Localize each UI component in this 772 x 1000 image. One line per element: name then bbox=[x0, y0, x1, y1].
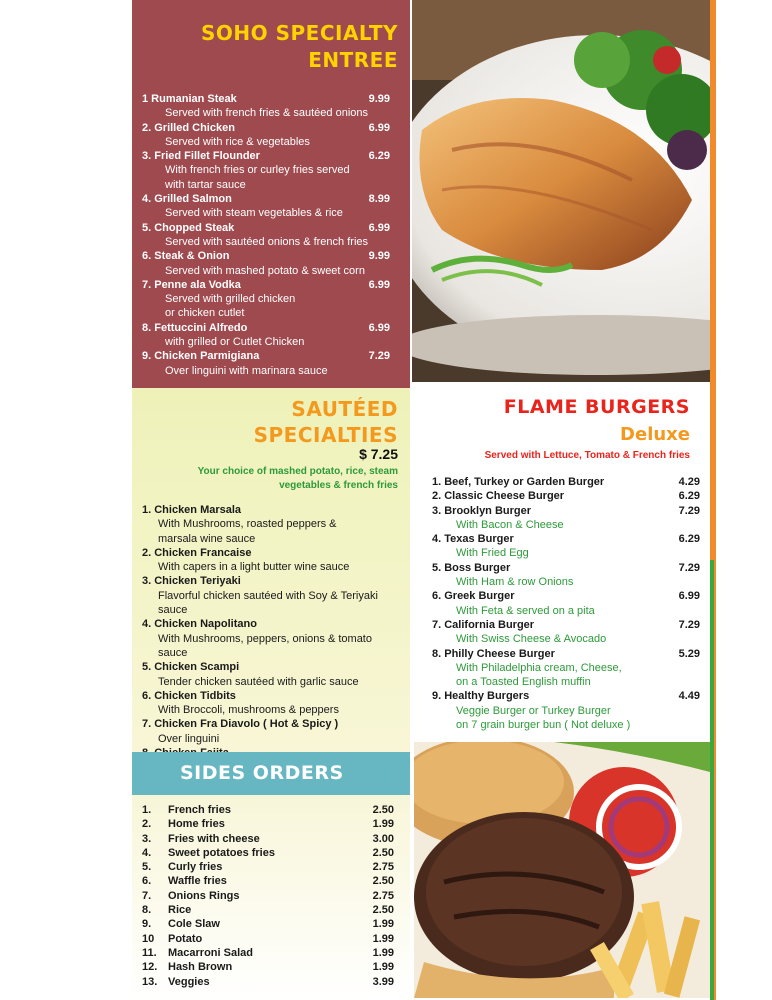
item-description: Veggie Burger or Turkey Burger bbox=[456, 704, 611, 717]
sauteed-title bbox=[254, 396, 398, 448]
item-price: 6.99 bbox=[368, 321, 390, 334]
item-description: marsala wine sauce bbox=[158, 532, 256, 545]
item-description: with tartar sauce bbox=[165, 178, 246, 191]
flame-burgers-panel bbox=[414, 382, 710, 742]
item-number: 3. bbox=[142, 832, 152, 845]
item-number: 13. bbox=[142, 975, 158, 988]
item-description: or chicken cutlet bbox=[165, 307, 245, 320]
burger-image bbox=[414, 742, 710, 998]
side-item bbox=[142, 946, 394, 960]
menu-item bbox=[432, 475, 700, 489]
item-price: 2.50 bbox=[372, 804, 394, 816]
item-price: 1.99 bbox=[372, 961, 394, 974]
item-description: With Philadelphia cream, Cheese, bbox=[456, 661, 622, 674]
item-price: 2.50 bbox=[372, 846, 394, 859]
item-number: 4. bbox=[142, 846, 152, 859]
salmon-plate-image bbox=[412, 0, 710, 382]
item-price: 6.29 bbox=[368, 150, 390, 163]
item-name: 9. Chicken Parmigiana bbox=[142, 350, 260, 363]
item-name: 4. Chicken Napolitano bbox=[142, 618, 257, 631]
item-name: 3. Fried Fillet Flounder bbox=[142, 150, 260, 163]
menu-item bbox=[142, 249, 398, 278]
item-number: 7. bbox=[142, 889, 152, 902]
menu-item bbox=[142, 717, 404, 746]
sauteed-menu-list bbox=[142, 503, 404, 760]
burgers-title: FLAME BURGERS bbox=[503, 396, 690, 418]
item-name: Home fries bbox=[168, 818, 225, 831]
item-name: 6. Greek Burger bbox=[432, 590, 515, 603]
item-description: With Bacon & Cheese bbox=[456, 518, 564, 531]
item-number: 2. bbox=[142, 818, 152, 831]
item-name: Curly fries bbox=[168, 861, 223, 874]
item-description: Served with grilled chicken bbox=[165, 293, 296, 306]
sides-panel bbox=[132, 795, 410, 1000]
item-price: 1.99 bbox=[372, 932, 394, 945]
item-description: With Mushrooms, peppers, onions & tomato sauce bbox=[158, 632, 372, 659]
item-price: 4.29 bbox=[678, 476, 700, 488]
item-name: Onions Rings bbox=[168, 889, 240, 902]
item-price: 3.99 bbox=[372, 975, 394, 988]
item-description: on 7 grain burger bun ( Not deluxe ) bbox=[456, 719, 631, 732]
sauteed-price: $ 7.25 bbox=[359, 446, 398, 462]
item-price: 3.00 bbox=[372, 832, 394, 845]
item-description: With french fries or curley fries served bbox=[165, 164, 350, 177]
item-price: 8.99 bbox=[368, 193, 390, 206]
item-description: Flavorful chicken sautéed with Soy & Teriyaki bbox=[158, 589, 378, 602]
side-item bbox=[142, 832, 394, 846]
item-number: 10 bbox=[142, 932, 155, 945]
menu-item bbox=[142, 660, 404, 689]
item-description: With Swiss Cheese & Avocado bbox=[456, 633, 607, 646]
item-name: 7. Penne ala Vodka bbox=[142, 278, 241, 291]
item-name: 1 Rumanian Steak bbox=[142, 93, 237, 105]
menu-item bbox=[142, 149, 398, 192]
item-number: 6. bbox=[142, 875, 152, 888]
menu-item bbox=[142, 617, 404, 660]
burgers-menu-list bbox=[432, 475, 700, 732]
item-description: Served with rice & vegetables bbox=[165, 135, 310, 148]
item-number: 11. bbox=[142, 946, 157, 959]
item-name: Cole Slaw bbox=[168, 918, 220, 931]
menu-item bbox=[432, 532, 700, 561]
item-number: 12. bbox=[142, 961, 158, 974]
item-name: 4. Texas Burger bbox=[432, 533, 514, 546]
item-price: 6.99 bbox=[678, 590, 700, 603]
item-price: 9.99 bbox=[368, 250, 390, 263]
item-name: 2. Grilled Chicken bbox=[142, 121, 235, 134]
item-name: Veggies bbox=[168, 975, 210, 988]
sauteed-title-line1: SAUTÉED bbox=[291, 397, 398, 421]
item-name: Rice bbox=[168, 904, 192, 917]
item-description: on a Toasted English muffin bbox=[456, 676, 591, 689]
item-price: 6.99 bbox=[368, 278, 390, 291]
menu-item bbox=[142, 321, 398, 350]
item-name: Potato bbox=[168, 932, 203, 945]
menu-item bbox=[142, 278, 398, 321]
burger-photo bbox=[414, 742, 710, 998]
edge-strip-green bbox=[710, 560, 714, 1000]
item-name: 4. Grilled Salmon bbox=[142, 193, 232, 206]
item-name: 6. Steak & Onion bbox=[142, 250, 230, 263]
menu-item bbox=[432, 589, 700, 618]
item-price: 1.99 bbox=[372, 946, 394, 959]
item-name: 1. Beef, Turkey or Garden Burger bbox=[432, 476, 605, 488]
grilled-salmon-photo bbox=[412, 0, 710, 382]
menu-item bbox=[142, 192, 398, 221]
menu-item bbox=[432, 561, 700, 590]
item-description: Tender chicken sautéed with garlic sauce bbox=[158, 675, 359, 688]
item-description: With capers in a light butter wine sauce bbox=[158, 561, 350, 574]
menu-item bbox=[142, 349, 398, 378]
item-description: with grilled or Cutlet Chicken bbox=[165, 336, 305, 349]
item-number: 9. bbox=[142, 918, 152, 931]
item-price: 4.49 bbox=[678, 690, 700, 703]
sides-header bbox=[132, 752, 410, 795]
side-item bbox=[142, 903, 394, 917]
item-price: 6.29 bbox=[678, 533, 700, 546]
item-description: With Feta & served on a pita bbox=[456, 604, 595, 617]
item-name: Hash Brown bbox=[168, 961, 233, 974]
burgers-note: Served with Lettuce, Tomato & French fries bbox=[484, 450, 690, 461]
item-price: 7.29 bbox=[678, 618, 700, 631]
menu-item bbox=[432, 489, 700, 503]
item-description: With Ham & row Onions bbox=[456, 576, 574, 589]
menu-item bbox=[142, 503, 404, 546]
item-description: Served with french fries & sautéed onions bbox=[165, 107, 369, 120]
sauteed-note-line2: vegetables & french fries bbox=[279, 479, 398, 491]
menu-item bbox=[432, 689, 700, 732]
side-item bbox=[142, 803, 394, 817]
item-price: 1.99 bbox=[372, 818, 394, 831]
menu-item bbox=[142, 574, 404, 617]
item-name: 8. Philly Cheese Burger bbox=[432, 647, 555, 660]
item-name: 5. Boss Burger bbox=[432, 561, 511, 574]
item-description: Over linguini bbox=[158, 732, 220, 745]
sauteed-specialties-panel bbox=[132, 388, 410, 752]
item-name: 3. Chicken Teriyaki bbox=[142, 575, 241, 588]
item-price: 5.29 bbox=[678, 647, 700, 660]
side-item bbox=[142, 975, 394, 989]
burgers-subtitle: Deluxe bbox=[620, 424, 690, 445]
soho-specialty-panel bbox=[132, 0, 410, 388]
item-price: 6.99 bbox=[368, 221, 390, 234]
menu-item bbox=[432, 504, 700, 533]
side-item bbox=[142, 860, 394, 874]
side-item bbox=[142, 889, 394, 903]
item-name: Macarroni Salad bbox=[168, 946, 253, 959]
item-name: 2. Classic Cheese Burger bbox=[432, 490, 565, 503]
item-name: 1. Chicken Marsala bbox=[142, 504, 242, 516]
item-number: 8. bbox=[142, 904, 152, 917]
item-name: 6. Chicken Tidbits bbox=[142, 689, 236, 702]
menu-item bbox=[432, 647, 700, 690]
soho-title bbox=[201, 20, 398, 74]
item-name: 7. Chicken Fra Diavolo ( Hot & Spicy ) bbox=[142, 718, 339, 731]
side-item bbox=[142, 917, 394, 931]
sauteed-title-line2: SPECIALTIES bbox=[253, 423, 398, 447]
item-price: 6.99 bbox=[368, 121, 390, 134]
soho-title-line1: SOHO SPECIALTY bbox=[201, 21, 398, 45]
sauteed-note-line1: Your choice of mashed potato, rice, steam bbox=[197, 466, 398, 477]
item-description: With Mushrooms, roasted peppers & bbox=[158, 518, 337, 531]
item-name: 5. Chopped Steak bbox=[142, 221, 235, 234]
item-description: Served with sautéed onions & french fries bbox=[165, 235, 369, 248]
item-price: 7.29 bbox=[368, 350, 390, 363]
item-price: 6.29 bbox=[678, 490, 700, 503]
item-number: 5. bbox=[142, 861, 152, 874]
soho-title-line2: ENTREE bbox=[308, 48, 398, 72]
sauteed-note bbox=[168, 465, 398, 492]
item-price: 2.50 bbox=[372, 875, 394, 888]
soho-menu-list bbox=[142, 92, 398, 378]
side-item bbox=[142, 932, 394, 946]
item-name: French fries bbox=[168, 804, 231, 816]
menu-item bbox=[142, 546, 404, 575]
item-price: 9.99 bbox=[368, 93, 390, 105]
item-price: 7.29 bbox=[678, 504, 700, 517]
side-item bbox=[142, 817, 394, 831]
menu-item bbox=[142, 689, 404, 718]
menu-item bbox=[142, 92, 398, 121]
item-name: Fries with cheese bbox=[168, 832, 260, 845]
item-name: Sweet potatoes fries bbox=[168, 846, 275, 859]
item-name: 7. California Burger bbox=[432, 618, 535, 631]
item-description: With Broccoli, mushrooms & peppers bbox=[158, 704, 339, 717]
sides-menu-list bbox=[142, 803, 394, 989]
item-description: Served with steam vegetables & rice bbox=[165, 207, 343, 220]
item-price: 2.75 bbox=[372, 861, 394, 874]
item-name: 5. Chicken Scampi bbox=[142, 661, 240, 674]
item-name: Waffle fries bbox=[168, 875, 227, 888]
item-name: 2. Chicken Francaise bbox=[142, 546, 252, 559]
item-name: 3. Brooklyn Burger bbox=[432, 504, 532, 517]
item-price: 2.50 bbox=[372, 904, 394, 917]
item-description: Served with mashed potato & sweet corn bbox=[165, 264, 365, 277]
side-item bbox=[142, 846, 394, 860]
menu-item bbox=[432, 618, 700, 647]
item-name: 9. Healthy Burgers bbox=[432, 690, 530, 703]
side-item bbox=[142, 960, 394, 974]
side-item bbox=[142, 874, 394, 888]
item-description: sauce bbox=[158, 604, 188, 617]
item-description: Over linguini with marinara sauce bbox=[165, 364, 328, 377]
item-price: 7.29 bbox=[678, 561, 700, 574]
menu-item bbox=[142, 221, 398, 250]
item-price: 2.75 bbox=[372, 889, 394, 902]
item-price: 1.99 bbox=[372, 918, 394, 931]
menu-item bbox=[142, 121, 398, 150]
item-description: With Fried Egg bbox=[456, 547, 529, 560]
item-name: 8. Fettuccini Alfredo bbox=[142, 321, 248, 334]
item-number: 1. bbox=[142, 804, 152, 816]
sides-title: SIDES ORDERS bbox=[180, 762, 344, 784]
